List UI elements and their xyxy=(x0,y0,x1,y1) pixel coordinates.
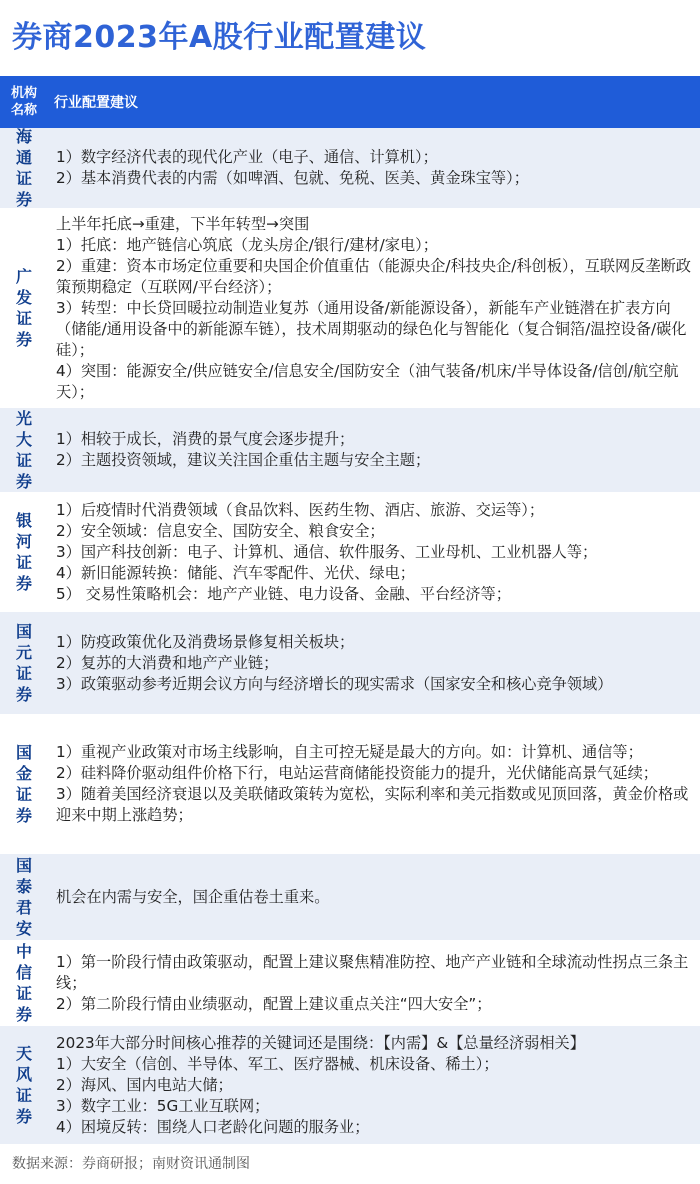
advice-line: 2）重建：资本市场定位重要和央国企价值重估（能源央企/科技央企/科创板），互联网反垄断政策预期稳定（互联网/平台经济）； xyxy=(56,256,691,296)
table-row xyxy=(0,612,700,714)
advice-line: 5） 交易性策略机会：地产产业链、电力设备、金融、平台经济等； xyxy=(56,584,511,603)
advice-line: 2）硅料降价驱动组件价格下行，电站运营商储能投资能力的提升，光伏储能高景气延续； xyxy=(56,764,658,782)
advice-line: 1）后疫情时代消费领域（食品饮料、医药生物、酒店、旅游、交运等）； xyxy=(56,500,545,519)
advice-line: 1）防疫政策优化及消费场景修复相关板块； xyxy=(56,632,355,651)
advice-cell xyxy=(48,940,700,1026)
advice-line: 2）安全领域：信息安全、国防安全、粮食安全； xyxy=(56,521,385,540)
org-column-header xyxy=(0,76,48,128)
advice-line: 3）转型：中长贷回暖拉动制造业复苏（通用设备/新能源设备），新能车产业链潜在扩表方向（储能/通用设备中的新能源车链），技术周期驱动的绿色化与智能化（复合铜箔/温控设备/碳化硅）； xyxy=(56,298,687,359)
advice-line: 2）复苏的大消费和地产产业链； xyxy=(56,653,279,672)
org-name-cell xyxy=(0,492,48,612)
advice-line: 3）随着美国经济衰退以及美联储政策转为宽松，实际利率和美元指数或见顶回落，黄金价格或迎来中期上涨趋势； xyxy=(56,785,689,824)
advice-line: 3）政策驱动参考近期会议方向与经济增长的现实需求（国家安全和核心竞争领域） xyxy=(56,674,613,693)
source-note: 数据来源：券商研报；南财资讯通制图 xyxy=(0,1144,700,1184)
advice-line: 4）新旧能源转换：储能、汽车零配件、光伏、绿电； xyxy=(56,563,415,582)
advice-line: 4）突围：能源安全/供应链安全/信息安全/国防安全（油气装备/机床/半导体设备/信创/航空航天）； xyxy=(56,361,679,401)
org-name-cell xyxy=(0,208,48,408)
advice-column-header: 行业配置建议 xyxy=(54,95,138,111)
org-name: 广发证券 xyxy=(16,267,33,349)
advice-line: 4）困境反转：围绕人口老龄化问题的服务业； xyxy=(56,1117,370,1136)
advice-line: 2）第二阶段行情由业绩驱动，配置上建议重点关注“四大安全”； xyxy=(56,994,492,1013)
advice-cell xyxy=(48,1026,700,1144)
org-name-cell xyxy=(0,128,48,208)
advice-line: 2）基本消费代表的内需（如啤酒、包就、免税、医美、黄金珠宝等）； xyxy=(56,169,529,187)
table-row xyxy=(0,854,700,940)
table-body xyxy=(0,128,700,1144)
table-row xyxy=(0,940,700,1026)
org-name: 国金证券 xyxy=(16,743,33,825)
org-header-line-2: 名称 xyxy=(10,103,37,118)
page-title: 券商2023年A股行业配置建议 xyxy=(12,20,427,55)
advice-cell xyxy=(48,854,700,940)
advice-line: 1）第一阶段行情由政策驱动，配置上建议聚焦精准防控、地产产业链和全球流动性拐点三条主线； xyxy=(56,952,689,992)
org-name: 天风证券 xyxy=(16,1044,33,1126)
advice-line: 上半年托底→重建，下半年转型→突围 xyxy=(56,214,310,233)
table-row xyxy=(0,714,700,854)
advice-line: 3）数字工业：5G工业互联网； xyxy=(56,1096,270,1115)
advice-line: 3）国产科技创新：电子、计算机、通信、软件服务、工业母机、工业机器人等； xyxy=(56,542,598,561)
org-name-cell xyxy=(0,408,48,492)
advice-line: 1）托底：地产链信心筑底（龙头房企/银行/建材/家电）； xyxy=(56,235,438,254)
table-row xyxy=(0,492,700,612)
advice-line: 1）相较于成长，消费的景气度会逐步提升； xyxy=(56,430,355,448)
advice-cell xyxy=(48,128,700,208)
advice-line: 1）重视产业政策对市场主线影响，自主可控无疑是最大的方向。如：计算机、通信等； xyxy=(56,743,643,761)
org-name-cell xyxy=(0,1026,48,1144)
advice-cell xyxy=(48,408,700,492)
org-name: 海通证券 xyxy=(16,127,33,209)
org-name: 国元证券 xyxy=(16,622,33,704)
advice-cell xyxy=(48,492,700,612)
table-row xyxy=(0,1026,700,1144)
org-name: 国泰君安 xyxy=(16,856,33,938)
advice-line: 1）数字经济代表的现代化产业（电子、通信、计算机）； xyxy=(56,148,438,166)
advice-line: 1）大安全（信创、半导体、军工、医疗器械、机床设备、稀土）； xyxy=(56,1054,499,1073)
org-name: 银河证券 xyxy=(16,511,33,593)
org-name-cell xyxy=(0,612,48,714)
advice-cell xyxy=(48,714,700,854)
org-name-cell xyxy=(0,854,48,940)
org-name-cell xyxy=(0,714,48,854)
table-row xyxy=(0,128,700,208)
table-row xyxy=(0,208,700,408)
table-header xyxy=(0,76,700,128)
org-name: 中信证券 xyxy=(16,942,33,1024)
advice-line: 2023年大部分时间核心推荐的关键词还是围绕：【内需】&【总量经济弱相关】 xyxy=(56,1033,585,1052)
advice-line: 2）主题投资领域，建议关注国企重估主题与安全主题； xyxy=(56,451,431,469)
advice-cell xyxy=(48,612,700,714)
org-name: 光大证券 xyxy=(16,409,33,491)
table-row xyxy=(0,408,700,492)
advice-line: 2）海风、国内电站大储； xyxy=(56,1075,233,1094)
org-name-cell xyxy=(0,940,48,1026)
advice-cell xyxy=(48,208,700,408)
org-header-line-1: 机构 xyxy=(10,86,37,101)
advice-line: 机会在内需与安全，国企重估卷土重来。 xyxy=(56,887,330,906)
